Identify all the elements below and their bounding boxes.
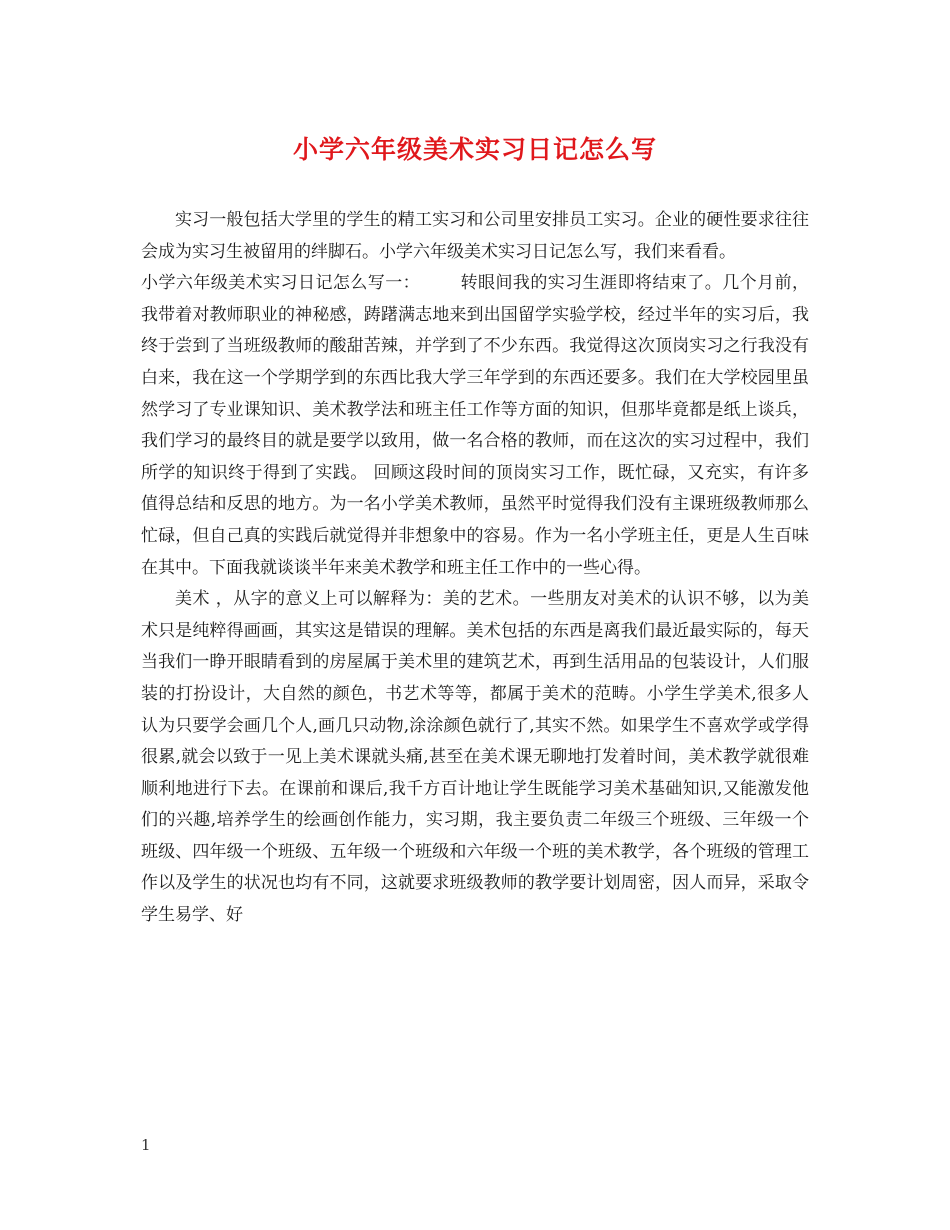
document-title: 小学六年级美术实习日记怎么写 [292, 135, 657, 164]
diary-entry-paragraph [141, 268, 809, 584]
diary-entry-label: 小学六年级美术实习日记怎么写一： [141, 273, 421, 294]
page-number: 1 [141, 1136, 151, 1154]
art-definition-paragraph: 美术 ，从字的意义上可以解释为：美的艺术。一些朋友对美术的认识不够，以为美术只是纯粹得画画，其实这是错误的理解。美术包括的东西是离我们最近最实际的，每天当我们一睁开眼睛看到的房屋属于美术里的建筑艺术，再到生活用品的包装设计，人们服装的打扮设计，大自然的颜色，书艺术等等，都属于美术的范畴。小学生学美术,很多人认为只要学会画几个人,画几只动物,涂涂颜色就行了,其实不然。如果学生不喜欢学或学得很累,就会以致于一见上美术课就头痛,甚至在美术课无聊地打发着时间，美术教学就很难顺利地进行下去。在课前和课后,我千方百计地让学生既能学习美术基础知识,又能激发他们的兴趣,培养学生的绘画创作能力，实习期，我主要负责二年级三个班级、三年级一个班级、四年级一个班级、五年级一个班级和六年级一个班的美术教学，各个班级的管理工作以及学生的状况也均有不同，这就要求班级教师的教学要计划周密，因人而异，采取令学生易学、好 [141, 589, 809, 926]
diary-entry-text: 转眼间我的实习生涯即将结束了。几个月前，我带着对教师职业的神秘感，踌躇满志地来到出国留学实验学校，经过半年的实习后，我终于尝到了当班级教师的酸甜苦辣，并学到了不少东西。我觉得这次顶岗实习之行我没有白来，我在这一个学期学到的东西比我大学三年学到的东西还要多。我们在大学校园里虽然学习了专业课知识、美术教学法和班主任工作等方面的知识，但那毕竟都是纸上谈兵，我们学习的最终目的就是要学以致用，做一名合格的教师，而在这次的实习过程中，我们所学的知识终于得到了实践。 回顾这段时间的顶岗实习工作，既忙碌，又充实，有许多值得总结和反思的地方。为一名小学美术教师，虽然平时觉得我们没有主课班级教师那么忙碌，但自己真的实践后就觉得并非想象中的容易。作为一名小学班主任，更是人生百味在其中。下面我就谈谈半年来美术教学和班主任工作中的一些心得。 [141, 273, 810, 578]
document-body [141, 205, 809, 932]
intro-paragraph: 实习一般包括大学里的学生的精工实习和公司里安排员工实习。企业的硬性要求往往会成为实习生被留用的绊脚石。小学六年级美术实习日记怎么写，我们来看看。 [141, 210, 809, 262]
